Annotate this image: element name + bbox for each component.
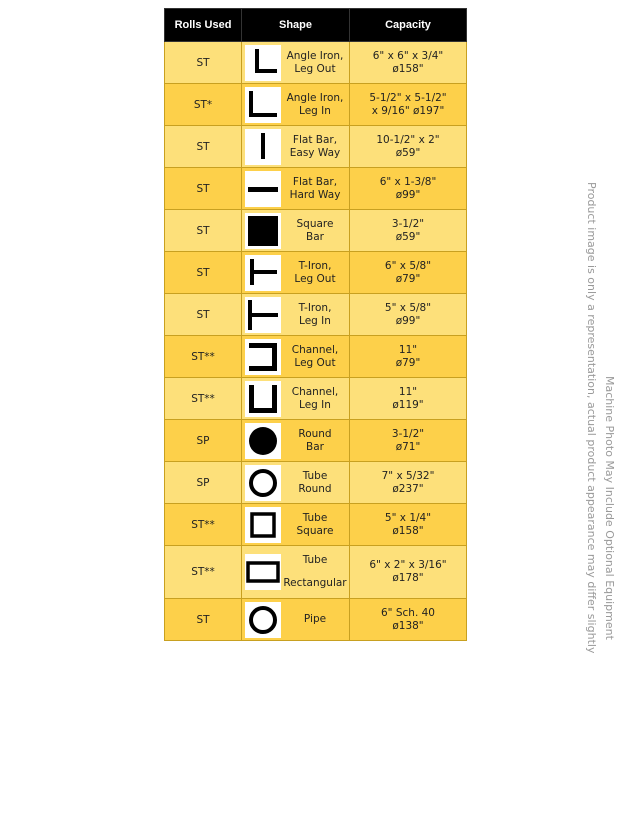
shape-name: Channel, Leg Out — [291, 343, 339, 369]
channel-leg-out-icon — [245, 339, 281, 375]
table-row — [165, 462, 467, 504]
table-row — [165, 126, 467, 168]
shape-name: Channel, Leg In — [291, 385, 339, 411]
table-row — [165, 546, 467, 599]
tube-round-icon — [245, 465, 281, 501]
rolls-used-cell: ST** — [165, 336, 242, 378]
shape-cell — [242, 599, 350, 641]
table-header-row — [165, 9, 467, 42]
capacity-cell: 7" x 5/32" ø237" — [350, 462, 467, 504]
shape-cell — [242, 84, 350, 126]
flat-bar-easy-way-icon — [245, 129, 281, 165]
rolls-used-cell: ST** — [165, 504, 242, 546]
shape-name: Flat Bar, Hard Way — [289, 175, 341, 201]
t-iron-leg-out-icon — [245, 255, 281, 291]
shape-name: Angle Iron, Leg Out — [286, 49, 344, 75]
shape-name: T-Iron, Leg Out — [294, 259, 336, 285]
capacity-cell: 5-1/2" x 5-1/2" x 9/16" ø197" — [350, 84, 467, 126]
shape-cell — [242, 210, 350, 252]
table-row — [165, 599, 467, 641]
rolls-used-cell: ST* — [165, 84, 242, 126]
shape-cell — [242, 462, 350, 504]
capacity-cell: 5" x 1/4" ø158" — [350, 504, 467, 546]
capacity-cell: 6" x 2" x 3/16" ø178" — [350, 546, 467, 599]
shape-name: Tube Round — [298, 469, 332, 495]
table-row — [165, 84, 467, 126]
shape-cell — [242, 294, 350, 336]
flat-bar-hard-way-icon — [245, 171, 281, 207]
pipe-icon — [245, 602, 281, 638]
round-bar-icon — [245, 423, 281, 459]
capacity-header: Capacity — [350, 9, 467, 42]
shape-cell — [242, 546, 350, 599]
table-row — [165, 504, 467, 546]
table-row — [165, 336, 467, 378]
capacity-cell: 3-1/2" ø71" — [350, 420, 467, 462]
rolls-used-cell: ST — [165, 252, 242, 294]
capacity-cell: 6" x 5/8" ø79" — [350, 252, 467, 294]
product-image-disclaimer: Product image is only a representation, actual product appearance may differ slightly — [585, 182, 598, 654]
capacity-cell: 10-1/2" x 2" ø59" — [350, 126, 467, 168]
rolls-used-cell: ST — [165, 294, 242, 336]
shape-cell — [242, 378, 350, 420]
rolls-used-cell: ST — [165, 599, 242, 641]
channel-leg-in-icon — [245, 381, 281, 417]
table-row — [165, 420, 467, 462]
table-row — [165, 42, 467, 84]
table-row — [165, 168, 467, 210]
shape-name: Round Bar — [298, 427, 332, 453]
shape-cell — [242, 126, 350, 168]
rolls-used-cell: ST — [165, 210, 242, 252]
table-row — [165, 210, 467, 252]
rolls-used-header: Rolls Used — [165, 9, 242, 42]
shape-cell — [242, 336, 350, 378]
rolls-used-cell: ST — [165, 126, 242, 168]
capacity-cell: 6" Sch. 40 ø138" — [350, 599, 467, 641]
shape-name: Tube Rectangular — [283, 554, 347, 589]
shape-cell — [242, 504, 350, 546]
shape-name: Angle Iron, Leg In — [286, 91, 344, 117]
shape-name: Square Bar — [296, 217, 334, 243]
table-row — [165, 294, 467, 336]
square-bar-icon — [245, 213, 281, 249]
rolls-used-cell: ST** — [165, 378, 242, 420]
shape-name: T-Iron, Leg In — [298, 301, 332, 327]
shape-cell — [242, 420, 350, 462]
shape-cell — [242, 168, 350, 210]
capacity-cell: 11" ø119" — [350, 378, 467, 420]
shape-name: Tube Square — [296, 511, 334, 537]
angle-iron-leg-in-icon — [245, 87, 281, 123]
tube-rectangular-icon — [245, 554, 281, 590]
table-row — [165, 252, 467, 294]
capacity-cell: 6" x 6" x 3/4" ø158" — [350, 42, 467, 84]
capacity-table — [164, 8, 467, 641]
capacity-cell: 6" x 1-3/8" ø99" — [350, 168, 467, 210]
capacity-cell: 5" x 5/8" ø99" — [350, 294, 467, 336]
shape-header: Shape — [242, 9, 350, 42]
capacity-cell: 3-1/2" ø59" — [350, 210, 467, 252]
rolls-used-cell: ST — [165, 168, 242, 210]
angle-iron-leg-out-icon — [245, 45, 281, 81]
capacity-cell: 11" ø79" — [350, 336, 467, 378]
rolls-used-cell: ST — [165, 42, 242, 84]
rolls-used-cell: SP — [165, 420, 242, 462]
shape-cell — [242, 252, 350, 294]
shape-name: Flat Bar, Easy Way — [289, 133, 341, 159]
rolls-used-cell: SP — [165, 462, 242, 504]
tube-square-icon — [245, 507, 281, 543]
shape-name: Pipe — [303, 613, 327, 625]
shape-cell — [242, 42, 350, 84]
table-row — [165, 378, 467, 420]
machine-photo-disclaimer: Machine Photo May Include Optional Equipment — [603, 376, 616, 640]
rolls-used-cell: ST** — [165, 546, 242, 599]
t-iron-leg-in-icon — [245, 297, 281, 333]
